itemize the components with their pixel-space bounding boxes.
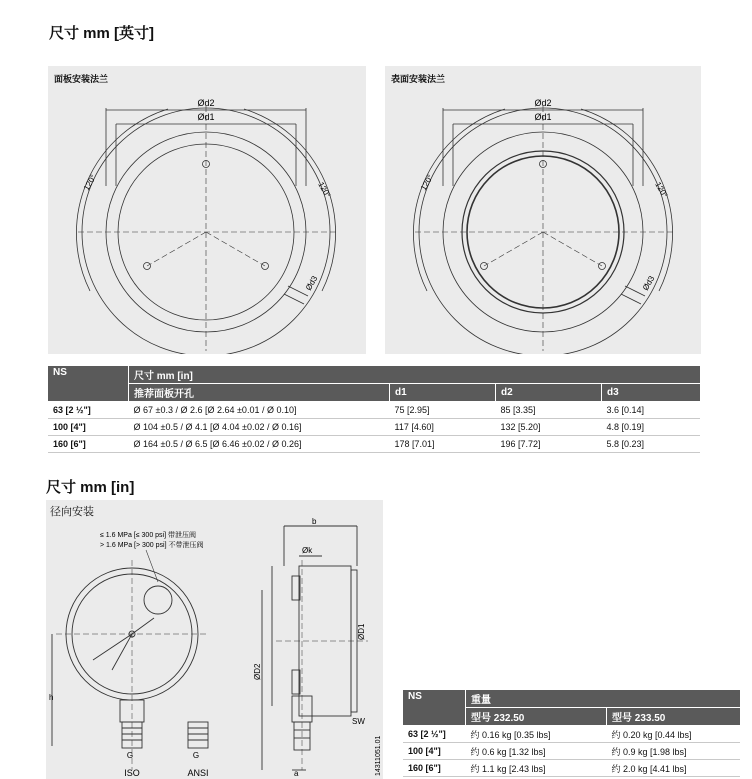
radial-title: 径向安装	[50, 506, 94, 518]
table-row: 63 [2 ½"] Ø 67 ±0.3 / Ø 2.6 [Ø 2.64 ±0.01 / Ø 0.10] 75 [2.95] 85 [3.35] 3.6 [0.14]	[48, 402, 700, 419]
label-h: h	[49, 693, 54, 702]
panel-title: 面板安装法兰	[54, 74, 109, 84]
table-row: 100 [4"] 约 0.6 kg [1.32 lbs] 约 0.9 kg [1.98 lbs]	[403, 743, 740, 760]
section-title-mm: 尺寸 mm [in]	[46, 479, 135, 496]
d1-label: Ød1	[534, 112, 552, 122]
drawing-number: 14311051.01	[375, 735, 382, 776]
d2-label: Ød2	[534, 98, 552, 108]
note-without-valve: > 1.6 MPa [> 300 psi] 不带泄压阀	[100, 542, 204, 549]
table-row: 100 [4"] Ø 104 ±0.5 / Ø 4.1 [Ø 4.04 ±0.02 / Ø 0.16] 117 [4.60] 132 [5.20] 4.8 [0.19]	[48, 419, 700, 436]
d3-label: Ød3	[303, 274, 320, 292]
col-d3: d3	[602, 384, 701, 402]
angle-left-label: 120°	[81, 173, 99, 192]
col-d2: d2	[496, 384, 602, 402]
label-g-iso: G	[126, 751, 134, 760]
surface-mount-flange-drawing	[385, 66, 701, 354]
label-b: b	[312, 517, 317, 526]
ns-header: NS	[48, 366, 129, 402]
group-header: 重量	[466, 690, 741, 708]
angle-right-label: 120°	[653, 180, 670, 200]
label-a: a	[294, 769, 299, 778]
panel-mount-flange-drawing	[48, 66, 366, 354]
table-row: 160 [6"] Ø 164 ±0.5 / Ø 6.5 [Ø 6.46 ±0.02 / Ø 0.26] 178 [7.01] 196 [7.72] 5.8 [0.23]	[48, 436, 700, 453]
table-row: 63 [2 ½"] 约 0.16 kg [0.35 lbs] 约 0.20 kg [0.44 lbs]	[403, 726, 740, 743]
label-d1: ØD1	[357, 623, 366, 640]
label-iso: ISO	[124, 768, 140, 778]
table-row: 160 [6"] 约 1.1 kg [2.43 lbs] 约 2.0 kg [4.41 lbs]	[403, 760, 740, 777]
angle-right-label: 120°	[316, 180, 333, 200]
col-233-50: 型号 233.50	[607, 708, 741, 726]
panel-title: 表面安装法兰	[391, 74, 446, 84]
label-d2: ØD2	[253, 663, 262, 680]
label-k: Øk	[302, 546, 313, 555]
flange-svg	[385, 66, 701, 354]
section-title-inch: 尺寸 mm [英寸]	[49, 25, 155, 42]
radial-svg	[46, 500, 383, 779]
col-232-50: 型号 232.50	[466, 708, 607, 726]
weight-table	[403, 690, 740, 777]
radial-mount-drawing	[46, 500, 383, 779]
group-header: 尺寸 mm [in]	[129, 366, 701, 384]
label-sw: SW	[352, 717, 365, 726]
ns-header: NS	[403, 690, 466, 726]
flange-svg	[48, 66, 366, 354]
label-ansi: ANSI	[187, 768, 209, 778]
d1-label: Ød1	[197, 112, 215, 122]
label-g-ansi: G	[192, 751, 200, 760]
note-with-valve: ≤ 1.6 MPa [≤ 300 psi] 带泄压阀	[100, 532, 196, 539]
d3-label: Ød3	[640, 274, 657, 292]
d2-label: Ød2	[197, 98, 215, 108]
col-d1: d1	[390, 384, 496, 402]
dimension-table	[48, 366, 700, 453]
col-cutout: 推荐面板开孔	[129, 384, 390, 402]
angle-left-label: 120°	[418, 173, 436, 192]
